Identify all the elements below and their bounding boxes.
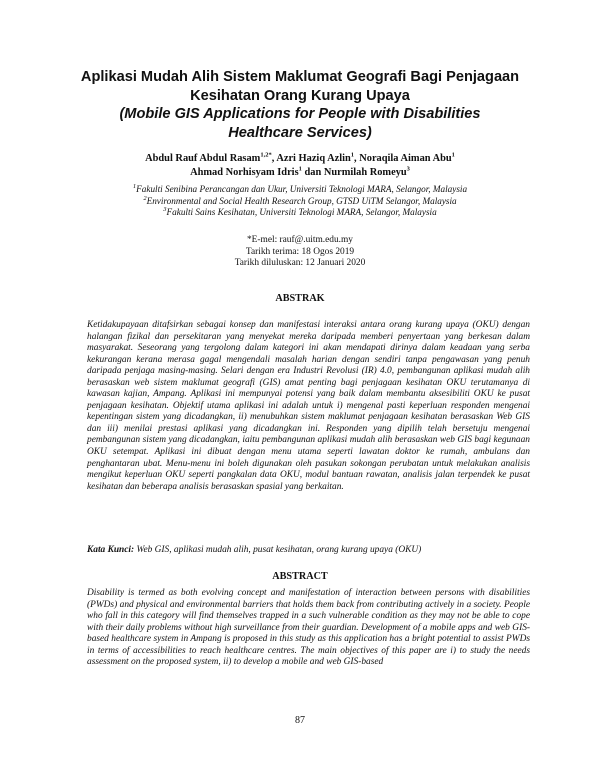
keywords-text: Web GIS, aplikasi mudah alih, pusat kesihatan, orang kurang upaya (OKU)	[134, 545, 422, 555]
received-date: Tarikh terima: 18 Ogos 2019	[245, 246, 355, 257]
author-affiliation-mark: 1,2*	[260, 151, 272, 159]
title-english-line-2: Healthcare Services)	[228, 124, 372, 141]
author-list	[80, 152, 520, 180]
title-malay-line-1: Aplikasi Mudah Alih Sistem Maklumat Geografi Bagi Penjagaan	[80, 69, 520, 85]
abstract-heading: ABSTRACT	[272, 571, 328, 582]
affiliation-mark: 3	[163, 205, 167, 213]
title-block	[70, 68, 530, 142]
author-line-1	[80, 152, 520, 166]
affiliation-item	[60, 184, 540, 196]
author-separator: ,	[354, 153, 360, 164]
affiliation-mark: 2	[143, 194, 147, 202]
author-affiliation-mark: 1	[298, 165, 302, 173]
keywords-label: Kata Kunci:	[87, 545, 135, 555]
affiliation-text: Fakulti Senibina Perancangan dan Ukur, Universiti Teknologi MARA, Selangor, Malaysia	[136, 184, 468, 194]
affiliation-item	[60, 207, 540, 219]
accepted-date: Tarikh diluluskan: 12 Januari 2020	[234, 258, 366, 269]
author-name: Abdul Rauf Abdul Rasam	[145, 153, 261, 164]
author-name: Nurmilah Romeyu	[323, 167, 407, 178]
contact-block	[100, 235, 500, 270]
author-affiliation-mark: 1	[350, 151, 355, 159]
abstrak-body: Ketidakupayaan ditafsirkan sebagai konsep dan manifestasi interaksi antara orang kurang upaya (OKU) dengan halangan fizikal dan persekitaran yang menyekat mereka daripada memberi penyertaan yang berkesan dalam masyarakat. Seseorang yang tergolong dalam kategori ini akan mendapati dirinya dalam keadaan yang serba kekurangan kerana merasa gagal mengendali masalah harian dengan sendiri tanpa pengawasan yang penuh daripada penjaga masing-masing. Selari dengan era Industri Revolusi (IR) 4.0, pembangunan aplikasi mudah alih berasaskan web sistem maklumat geografi (GIS) amat penting bagi penjagaan kesihatan OKU terutamanya di kawasan kajian, Ampang. Aplikasi ini mempunyai potensi yang baik dalam membantu aksesibiliti OKU ke pusat penjagaan kesihatan. Objektif utama aplikasi ini adalah untuk i) mengenal pasti keperluan responden mengenai kepentingan sistem yang dicadangkan, ii) menubuhkan sistem maklumat penjagaan kesihatan berasaskan Web GIS dan iii) menilai prestasi aplikasi yang dicadangkan ini. Responden yang dipilih telah bersetuju mengenai pembangunan sistem yang dicadangkan, iaitu pembangunan aplikasi mudah alih berasaskan web GIS bagi kegunaan OKU setempat. Aplikasi ini dibuat dengan menu utama seperti lawatan doktor ke rumah, ambulans dan penghantaran ubat. Menu-menu ini boleh digunakan oleh pasukan sokongan perubatan untuk melakukan analisis mengikut keperluan OKU seperti pangkalan data OKU, modul bantuan rawatan, analisis jalan terpendek ke pusat kesihatan dan beberapa analisis berasaskan spasial yang berkaitan.	[87, 320, 530, 492]
affiliation-text: Fakulti Sains Kesihatan, Universiti Teknologi MARA, Selangor, Malaysia	[166, 207, 437, 217]
abstract-body: Disability is termed as both evolving concept and manifestation of interaction between persons with disabilities (PWDs) and physical and environmental barriers that holds them back from contributing actively in a society. People who fall in this category will find themselves trapped in a such vulnerable condition as they may not be able to cope with their daily problems without high surveillance from their guardian. Development of a mobile apps and web GIS-based healthcare system in Ampang is proposed in this study as this application has a bright potential to assist PWDs in terms of accessibilities to reach healthcare centres. The main objectives of this paper are i) to study the needs assessment on the proposed system, ii) to develop a mobile and web GIS-based	[87, 588, 530, 668]
author-line-2	[80, 166, 520, 180]
author-separator: dan	[301, 167, 324, 178]
author-affiliation-mark: 3	[406, 165, 410, 173]
author-name: Azri Haziq Azlin	[276, 153, 351, 164]
keywords-line	[87, 544, 530, 556]
author-name: Noraqila Aiman Abu	[359, 153, 452, 164]
email-line: *E-mel: rauf@.uitm.edu.my	[246, 235, 353, 245]
author-separator: ,	[271, 153, 277, 164]
title-malay-line-2: Kesihatan Orang Kurang Upaya	[190, 87, 410, 104]
affiliation-text: Environmental and Social Health Research Group, GTSD UiTM Selangor, Malaysia	[146, 195, 457, 206]
abstrak-heading: ABSTRAK	[275, 293, 325, 304]
author-name: Ahmad Norhisyam Idris	[190, 167, 299, 178]
affiliation-list	[60, 184, 540, 219]
affiliation-item	[60, 196, 540, 208]
author-affiliation-mark: 1	[451, 151, 455, 159]
page-number: 87	[295, 715, 305, 726]
affiliation-mark: 1	[132, 182, 137, 190]
title-english-line-1: (Mobile GIS Applications for People with Disabilities	[119, 106, 481, 122]
